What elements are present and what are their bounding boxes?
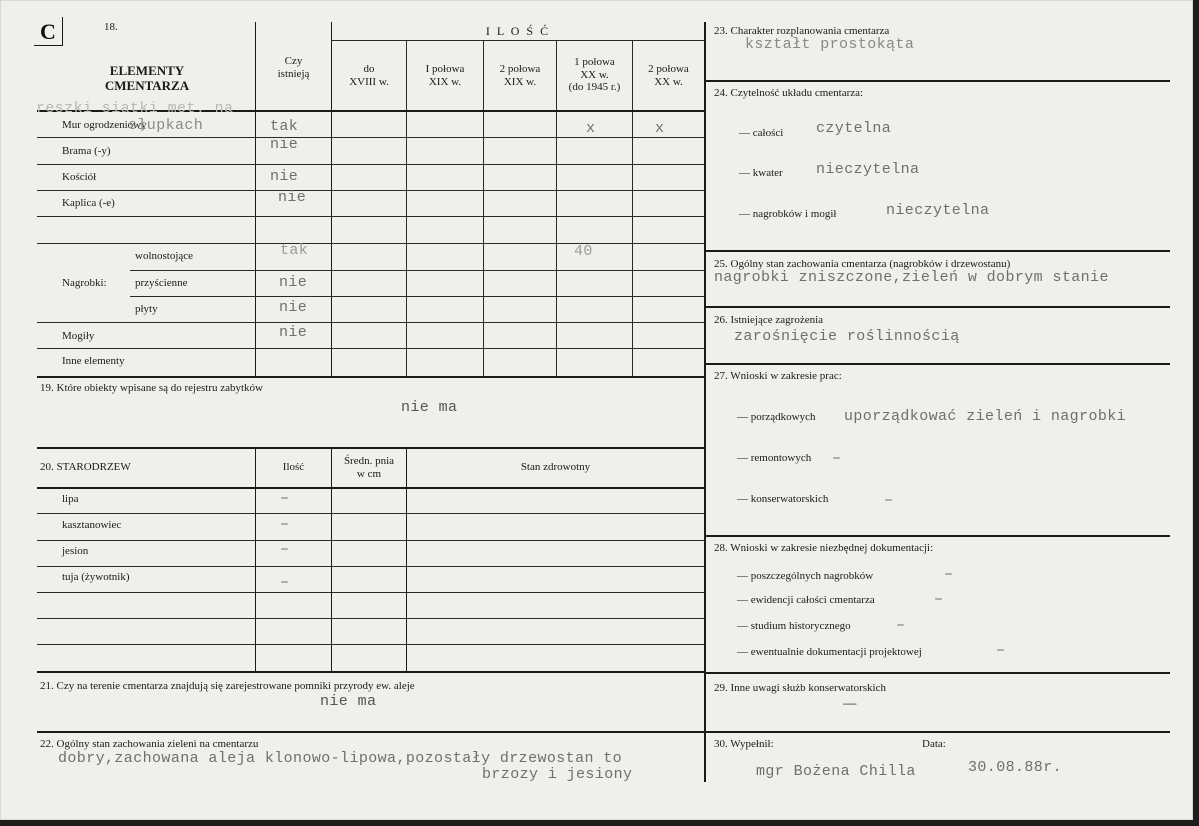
q20-title: 20. STARODRZEW	[40, 461, 131, 473]
q27-item: — konserwatorskich	[737, 493, 829, 505]
q27-item: — porządkowych	[737, 411, 816, 423]
q27-item: — remontowych	[737, 452, 812, 464]
q22-answer: brzozy i jesiony	[482, 766, 633, 783]
tree-qty: –	[280, 574, 290, 591]
grid-line	[37, 447, 704, 449]
typed-mur-note: reszki siatki met. na	[36, 100, 234, 117]
row-label-mur: Mur ogrodzeniowy	[62, 119, 147, 131]
q28-item: — poszczególnych nagrobków	[737, 570, 874, 582]
tree-name: tuja (żywotnik)	[62, 571, 130, 583]
typed-wolnostojace-p4: 40	[574, 243, 593, 260]
grid-line	[255, 448, 256, 671]
typed-kosciol-exists: nie	[270, 168, 299, 185]
q20-col-qty: Ilość	[282, 461, 305, 473]
row-label-kosciol: Kościół	[62, 171, 97, 183]
q19-label: 19. Które obiekty wpisane są do rejestru zabytków	[40, 382, 263, 394]
tree-qty: –	[280, 490, 290, 507]
q21-label: 21. Czy na terenie cmentarza znajdują się zarejestrowane pomniki przyrody ew. aleje	[40, 680, 415, 692]
typed-przyscienne-exists: nie	[279, 274, 308, 291]
grid-line	[37, 322, 704, 323]
typed-kaplica-exists: nie	[278, 189, 307, 206]
grid-line	[483, 40, 484, 376]
grid-line	[706, 306, 1170, 308]
period-header: 2 połowa XIX w.	[499, 63, 541, 88]
q29-answer: ——	[843, 697, 856, 711]
row-label-plyty: płyty	[135, 303, 158, 315]
row-label-brama: Brama (-y)	[62, 145, 111, 157]
q28-item: — ewidencji całości cmentarza	[737, 594, 875, 606]
typed-wolnostojace-exists: tak	[280, 242, 309, 259]
tree-name: kasztanowiec	[62, 519, 122, 531]
typed-plyty-exists: nie	[279, 299, 308, 316]
q30-date-label: Data:	[922, 738, 946, 750]
grid-line	[406, 448, 407, 671]
tree-qty: –	[280, 516, 290, 533]
grid-line	[706, 80, 1170, 82]
q27-label: 27. Wnioski w zakresie prac:	[714, 370, 842, 382]
field-number-18: 18.	[104, 21, 118, 33]
grid-line	[37, 164, 704, 165]
tree-qty: –	[280, 541, 290, 558]
grid-line	[37, 216, 704, 217]
q20-col-diameter: Średn. pnia w cm	[343, 455, 395, 480]
grid-line	[406, 40, 407, 376]
grid-line	[37, 348, 704, 349]
q25-label: 25. Ogólny stan zachowania cmentarza (nagrobków i drzewostanu)	[714, 258, 1011, 270]
section-mark: C	[34, 17, 63, 46]
q23-label: 23. Charakter rozplanowania cmentarza	[714, 25, 890, 37]
q30-author: mgr Bożena Chilla	[756, 763, 916, 780]
q23-answer: kształt prostokąta	[745, 36, 915, 53]
q29-label: 29. Inne uwagi służb konserwatorskich	[714, 682, 886, 694]
q24-item: — kwater	[739, 167, 783, 179]
q24-item: — nagrobków i mogił	[739, 208, 837, 220]
grid-line	[706, 363, 1170, 365]
typed-mur-exists: tak	[270, 118, 299, 135]
typed-mur-p5: x	[655, 120, 665, 137]
grid-line	[632, 40, 633, 376]
q24-answer: nieczytelna	[816, 161, 920, 178]
typed-brama-exists: nie	[270, 136, 299, 153]
grid-line	[704, 22, 706, 782]
elements-header: ELEMENTY CMENTARZA	[104, 63, 190, 93]
tree-name: lipa	[62, 493, 79, 505]
row-label-przyscienne: przyścienne	[135, 277, 188, 289]
row-label-wolnostojace: wolnostojące	[135, 250, 194, 262]
grid-line	[37, 540, 704, 541]
q28-answer: –	[896, 617, 906, 634]
period-header: 2 połowa XX w.	[648, 63, 689, 88]
grid-line	[37, 592, 704, 593]
grid-line	[331, 40, 704, 41]
typed-mur-p4: x	[586, 120, 596, 137]
q30-date: 30.08.88r.	[968, 759, 1063, 776]
grid-line	[37, 731, 704, 733]
q26-answer: zarośnięcie roślinnością	[734, 328, 960, 345]
q21-answer: nie ma	[320, 693, 377, 710]
grid-line	[37, 137, 704, 138]
q24-answer: nieczytelna	[886, 202, 990, 219]
grid-line	[706, 731, 1170, 733]
q30-label: 30. Wypełnił:	[714, 738, 774, 750]
q27-answer: –	[832, 450, 842, 467]
q19-answer: nie ma	[401, 399, 458, 416]
q22-answer: dobry,zachowana aleja klonowo-lipowa,pozostały drzewostan to	[58, 750, 623, 767]
grid-line	[706, 535, 1170, 537]
grid-line	[37, 566, 704, 567]
q28-answer: –	[934, 591, 944, 608]
grid-line	[37, 243, 704, 244]
period-header: I połowa XIX w.	[425, 63, 465, 88]
grid-line	[37, 376, 704, 378]
tree-name: jesion	[62, 545, 89, 557]
q27-answer: uporządkować zieleń i nagrobki	[844, 408, 1127, 425]
period-header: 1 połowa XX w. (do 1945 r.)	[568, 56, 621, 94]
grid-line	[37, 618, 704, 619]
grid-line	[37, 644, 704, 645]
exists-header: Czy istnieją	[277, 55, 310, 80]
row-label-mogily: Mogiły	[62, 330, 95, 342]
grid-line	[37, 513, 704, 514]
q28-answer: –	[996, 642, 1006, 659]
q28-label: 28. Wnioski w zakresie niezbędnej dokumentacji:	[714, 542, 934, 554]
period-header: do XVIII w.	[349, 63, 389, 88]
row-label-inne: Inne elementy	[62, 355, 125, 367]
q20-col-health: Stan zdrowotny	[520, 461, 591, 473]
q24-item: — całości	[739, 127, 784, 139]
quantity-header: I L O Ś Ć	[485, 24, 551, 38]
grid-line	[706, 250, 1170, 252]
grid-line	[706, 672, 1170, 674]
grid-line	[130, 270, 704, 271]
q22-label: 22. Ogólny stan zachowania zieleni na cmentarzu	[40, 738, 259, 750]
q27-answer: –	[884, 492, 894, 509]
q26-label: 26. Istniejące zagrożenia	[714, 314, 824, 326]
q24-answer: czytelna	[816, 120, 892, 137]
grid-line	[331, 448, 332, 671]
row-label-nagrobki: Nagrobki:	[62, 277, 107, 289]
row-label-kaplica: Kaplica (-e)	[62, 197, 115, 209]
grid-line	[37, 671, 704, 673]
q28-item: — ewentualnie dokumentacji projektowej	[737, 646, 922, 658]
grid-line	[37, 487, 704, 489]
typed-mur-note: słupkach	[128, 117, 204, 134]
q28-answer: –	[944, 566, 954, 583]
grid-line	[130, 296, 704, 297]
q24-label: 24. Czytelność układu cmentarza:	[714, 87, 864, 99]
q25-answer: nagrobki zniszczone,zieleń w dobrym stanie	[714, 269, 1109, 286]
grid-line	[37, 190, 704, 191]
q28-item: — studium historycznego	[737, 620, 851, 632]
typed-mogily-exists: nie	[279, 324, 308, 341]
